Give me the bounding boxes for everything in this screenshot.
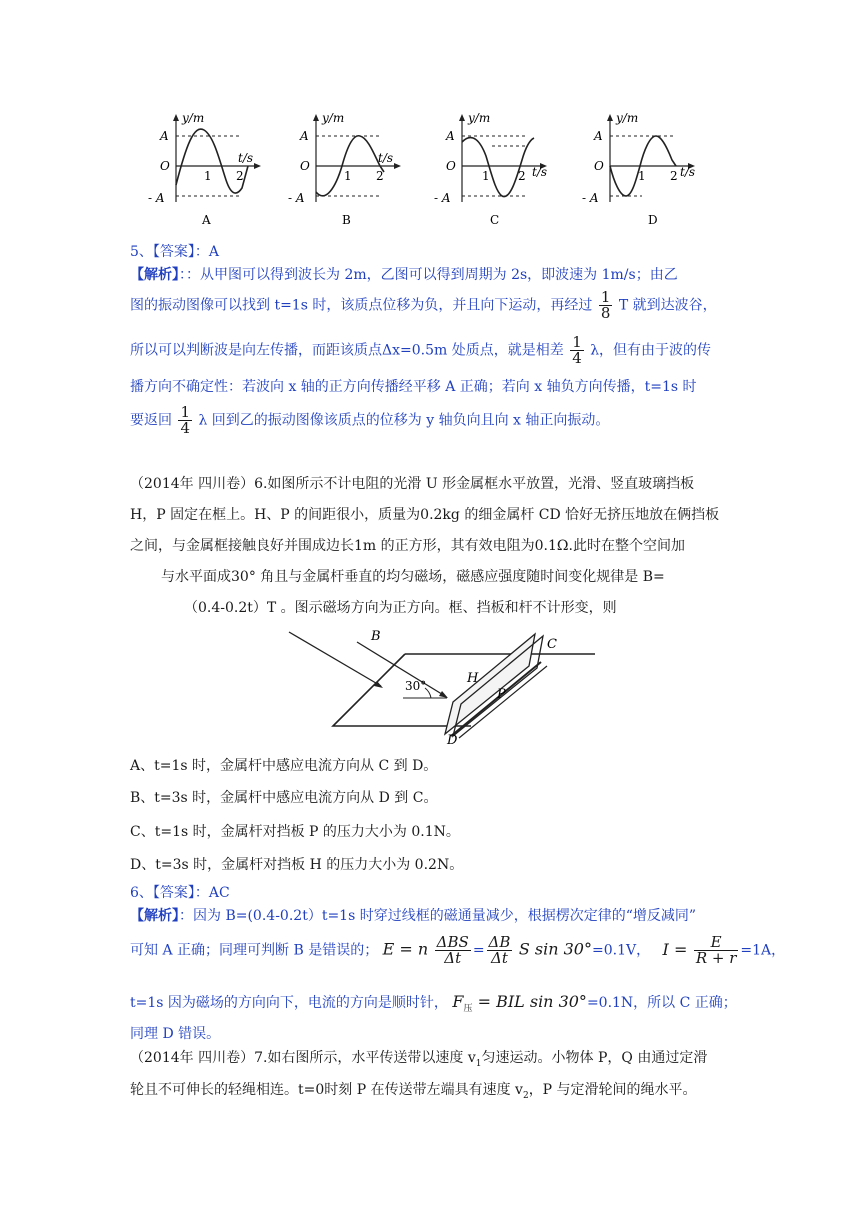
q6-exp-line1 [130,906,696,926]
eq-F-rest: = BIL sin 30° [472,992,587,1011]
graph-c-origin: O [446,159,456,173]
q6-stem-line3: 之间，与金属框接触良好并围成边长1m 的正方形，其有效电阻为0.1Ω.此时在整个空间加 [130,538,685,554]
fig-label-C: C [547,637,557,652]
graph-a-label: A [202,213,211,227]
eq-F-sub: 压 [463,1003,473,1014]
graph-c [434,111,547,227]
q7-sub1: 1 [475,1058,482,1069]
fraction-1-4: $\frac{1}{4}$ [572,333,582,367]
q6-exp-label: 【解析】 [130,908,179,924]
graph-b-axis-t: t/s [378,151,394,165]
q6-stem-line5: （0.4-0.2t）T 。图示磁场方向为正方向。框、挡板和杆不计形变，则 [184,600,617,616]
eq-S-sin: S sin 30° [518,939,592,959]
fraction-dBS-dt: $\frac{\text{ΔBS}}{\Delta t}$ [436,933,469,967]
q7-sub2: 2 [522,1090,529,1101]
graph-d-origin: O [594,159,604,173]
q5-exp-text1: ：：从甲图可以得到波长为 2m，乙图可以得到周期为 2s，即波速为 1m/s；由乙 [179,267,678,283]
q6-stem-line1: （2014年 四川卷）6.如图所示不计电阻的光滑 U 形金属框水平放置，光滑、竖直玻璃挡板 [130,476,695,492]
q6-stem-line4: 与水平面成30° 角且与金属杆垂直的均匀磁场，磁感应强度随时间变化规律是 B= [161,569,665,585]
graph-c-amp-bot: - A [434,191,451,205]
graph-c-axis-t: t/s [532,165,548,179]
graph-a-amp-bot: - A [148,191,165,205]
graph-b-origin: O [300,159,310,173]
q7-text1: （2014年 四川卷）7.如右图所示，水平传送带以速度 v [130,1050,476,1066]
eq-E: E = n [382,939,429,959]
q6-option-d: D、t=3s 时，金属杆对挡板 H 的压力大小为 0.2N。 [130,857,464,873]
graph-b-axis-y: y/m [322,111,345,125]
graph-d-label: D [648,213,658,227]
fig-label-B: B [371,629,381,644]
q5-exp-line5 [130,405,609,436]
q7-text2: 轮且不可伸长的轻绳相连。t=0时刻 P 在传送带左端具有速度 v [130,1082,523,1098]
q6-exp-text1: ：因为 B=(0.4-0.2t）t=1s 时穿过线框的磁通量减少，根据楞次定律的“增反减同” [179,908,697,924]
q5-exp-text3a: 所以可以判断波是向左传播，而距该质点Δx=0.5m 处质点，就是相差 [130,342,564,359]
fraction-E-Rr: $\frac{E}{R + r}$ [695,933,737,967]
q6-exp-line2 [130,935,785,966]
graph-b-tick1: 1 [344,169,352,183]
graph-d [582,111,695,227]
graphs-figure [140,110,730,232]
graph-d-axis-y: y/m [616,111,639,125]
q7-stem-line1 [130,1048,707,1074]
graph-c-tick2: 2 [518,169,526,183]
q5-answer: 5、【答案】：A [130,244,220,260]
graph-c-tick1: 1 [482,169,490,183]
graph-d-amp-bot: - A [582,191,599,205]
graph-a-origin: O [160,159,170,173]
q5-exp-text5b: λ 回到乙的振动图像该质点的位移为 y 轴负向且向 x 轴正向振动。 [198,412,610,429]
graph-b-label: B [342,213,351,227]
graph-c-amp-top: A [446,129,455,143]
q5-exp-text3b: λ，但有由于波的传 [590,342,712,359]
graph-a-tick1: 1 [204,169,212,183]
graph-a-amp-top: A [160,129,169,143]
fraction-1-8: $\frac{1}{8}$ [600,288,611,322]
graph-b-amp-bot: - A [288,191,305,205]
graph-c-label: C [490,213,500,227]
graph-b-amp-top: A [300,129,309,143]
eq-equals: = [472,942,485,959]
q5-exp-text2a: 图的振动图像可以找到 t=1s 时，该质点位移为负，并且向下运动，再经过 [130,297,593,314]
q5-exp-text5a: 要返回 [130,412,172,429]
q7-stem-line2 [130,1080,697,1106]
fig-label-angle: 30° [405,679,427,693]
q6-exp-text3a: t=1s 因为磁场的方向向下，电流的方向是顺时针， [130,995,448,1011]
fig-label-H: H [467,671,479,686]
fig-label-P: P [497,687,506,702]
q6-exp-text3b: =0.1N，所以 C 正确； [586,995,737,1011]
graph-c-axis-y: y/m [468,111,491,125]
graph-d-axis-t: t/s [680,165,696,179]
q5-exp-line4: 播方向不确定性：若波向 x 轴的正方向传播经平移 A 正确；若向 x 轴负方向传播，t=1s 时 [130,379,697,395]
q6-figure [285,626,605,746]
q7-text1-rest: 匀速运动。小物体 P，Q 由通过定滑 [481,1050,708,1066]
eq-value-a: =1A， [740,942,786,959]
graph-a-axis-y: y/m [182,111,205,125]
q6-exp-line4: 同理 D 错误。 [130,1026,221,1042]
q6-answer: 6、【答案】：AC [130,885,230,901]
q6-option-b: B、t=3s 时，金属杆中感应电流方向从 D 到 C。 [130,790,438,806]
q5-exp-text2b: T 就到达波谷， [618,297,717,314]
graph-a-tick2: 2 [236,169,244,183]
q6-exp-line3 [130,992,737,1019]
fraction-1-4-b: $\frac{1}{4}$ [180,403,190,437]
q7-text2-rest: ，P 与定滑轮间的绳水平。 [528,1082,697,1098]
eq-I: I = [662,939,688,959]
graph-a [148,111,261,227]
eq-value-v: =0.1V， [591,942,651,959]
fraction-dB-dt: $\frac{\Delta B}{\Delta t}$ [488,933,511,967]
graph-b [288,111,401,227]
q6-stem-line2: H，P 固定在框上。H、P 的间距很小，质量为0.2kg 的细金属杆 CD 恰好无挤压地放在俩挡板 [130,507,720,523]
q5-exp-line2 [130,290,717,321]
graph-d-tick2: 2 [670,169,678,183]
graph-a-axis-t: t/s [238,151,254,165]
q6-option-a: A、t=1s 时，金属杆中感应电流方向从 C 到 D。 [130,758,438,774]
fig-label-D: D [447,733,458,746]
graph-d-tick1: 1 [638,169,646,183]
q6-exp-text2a: 可知 A 正确；同理可判断 B 是错误的； [130,942,379,959]
q5-exp-line1 [130,265,678,285]
q5-exp-line3 [130,335,711,366]
eq-F: F [452,992,464,1011]
graph-b-tick2: 2 [376,169,384,183]
q5-exp-label: 【解析】 [130,267,179,283]
q6-option-c: C、t=1s 时，金属杆对挡板 P 的压力大小为 0.1N。 [130,824,460,840]
graph-d-amp-top: A [594,129,603,143]
